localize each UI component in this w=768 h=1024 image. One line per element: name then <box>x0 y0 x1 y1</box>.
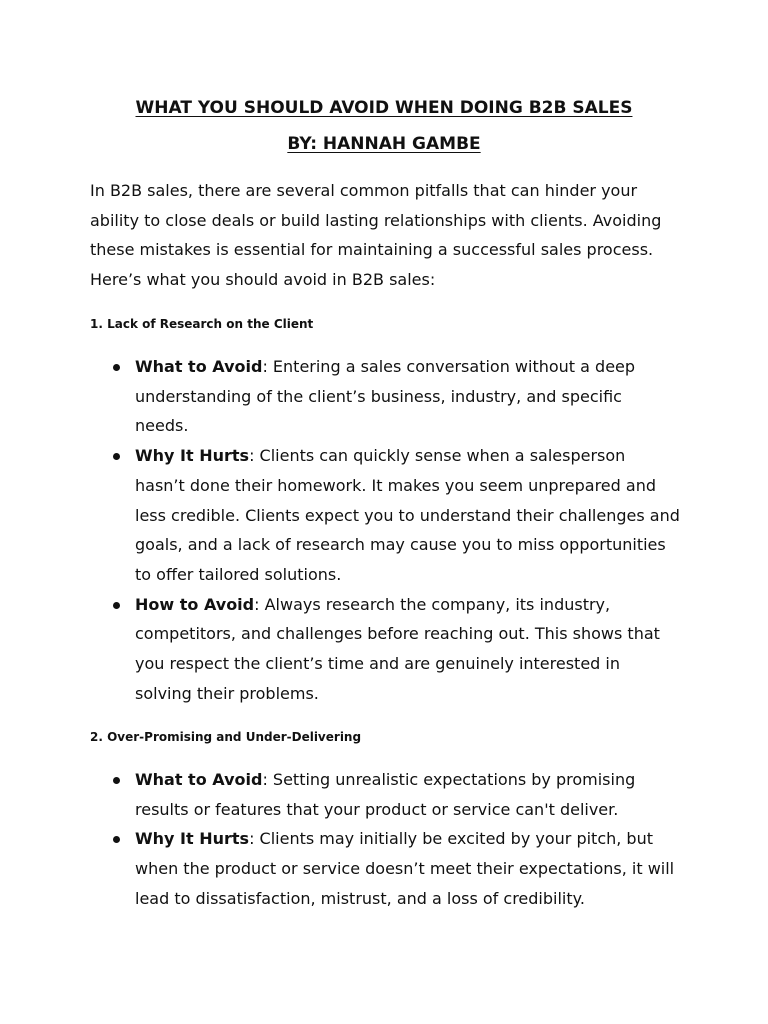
bullet-dot-icon <box>113 777 120 784</box>
bullet-list <box>0 352 768 708</box>
bullet-label: Why It Hurts <box>135 446 250 466</box>
bullet-text: : Clients may initially be excited by your pitch, but when the product or service doesn’t meet their expectations, it will lead to dissatisfaction, mistrust, and a loss of credibility. <box>135 829 675 908</box>
bullet-item <box>0 824 680 913</box>
bullet-label: What to Avoid <box>135 357 263 376</box>
bullet-label: What to Avoid <box>135 770 263 789</box>
bullet-dot-icon <box>113 453 120 460</box>
bullet-label: Why It Hurts <box>135 829 250 849</box>
intro-paragraph: In B2B sales, there are several common pitfalls that can hinder your ability to close deals or build lasting relationships with clients. Avoiding these mistakes is essential for maintaining a successful sales process. Here’s what you should avoid in B2B sales: <box>90 181 662 289</box>
bullet-label: How to Avoid <box>135 594 255 614</box>
bullet-dot-icon <box>113 836 120 843</box>
bullet-item <box>0 590 680 709</box>
document-title: WHAT YOU SHOULD AVOID WHEN DOING B2B SALES <box>135 98 633 118</box>
bullet-text: : Always research the company, its industry, competitors, and challenges before reaching out. This shows that you respect the client’s time and are genuinely interested in solving their problems. <box>135 594 660 703</box>
bullet-list <box>0 765 768 914</box>
bullet-item <box>0 352 680 441</box>
section-heading: 1. Lack of Research on the Client <box>90 317 314 331</box>
bullet-dot-icon <box>113 602 120 609</box>
bullet-text: : Clients can quickly sense when a salesperson hasn’t done their homework. It makes you seem unprepared and less credible. Clients expect you to understand their challenges and goals, and a lack of research may cause you to miss opportunities to offer tailored solutions. <box>135 446 680 584</box>
bullet-item <box>0 441 680 590</box>
bullet-text: : Entering a sales conversation without a deep understanding of the client’s business, industry, and specific needs. <box>135 357 636 436</box>
document-author: BY: HANNAH GAMBE <box>287 134 481 154</box>
bullet-item <box>0 765 680 824</box>
bullet-text: : Setting unrealistic expectations by promising results or features that your product or service can't deliver. <box>135 770 636 819</box>
bullet-dot-icon <box>113 364 120 371</box>
section-heading: 2. Over-Promising and Under-Delivering <box>90 730 362 744</box>
